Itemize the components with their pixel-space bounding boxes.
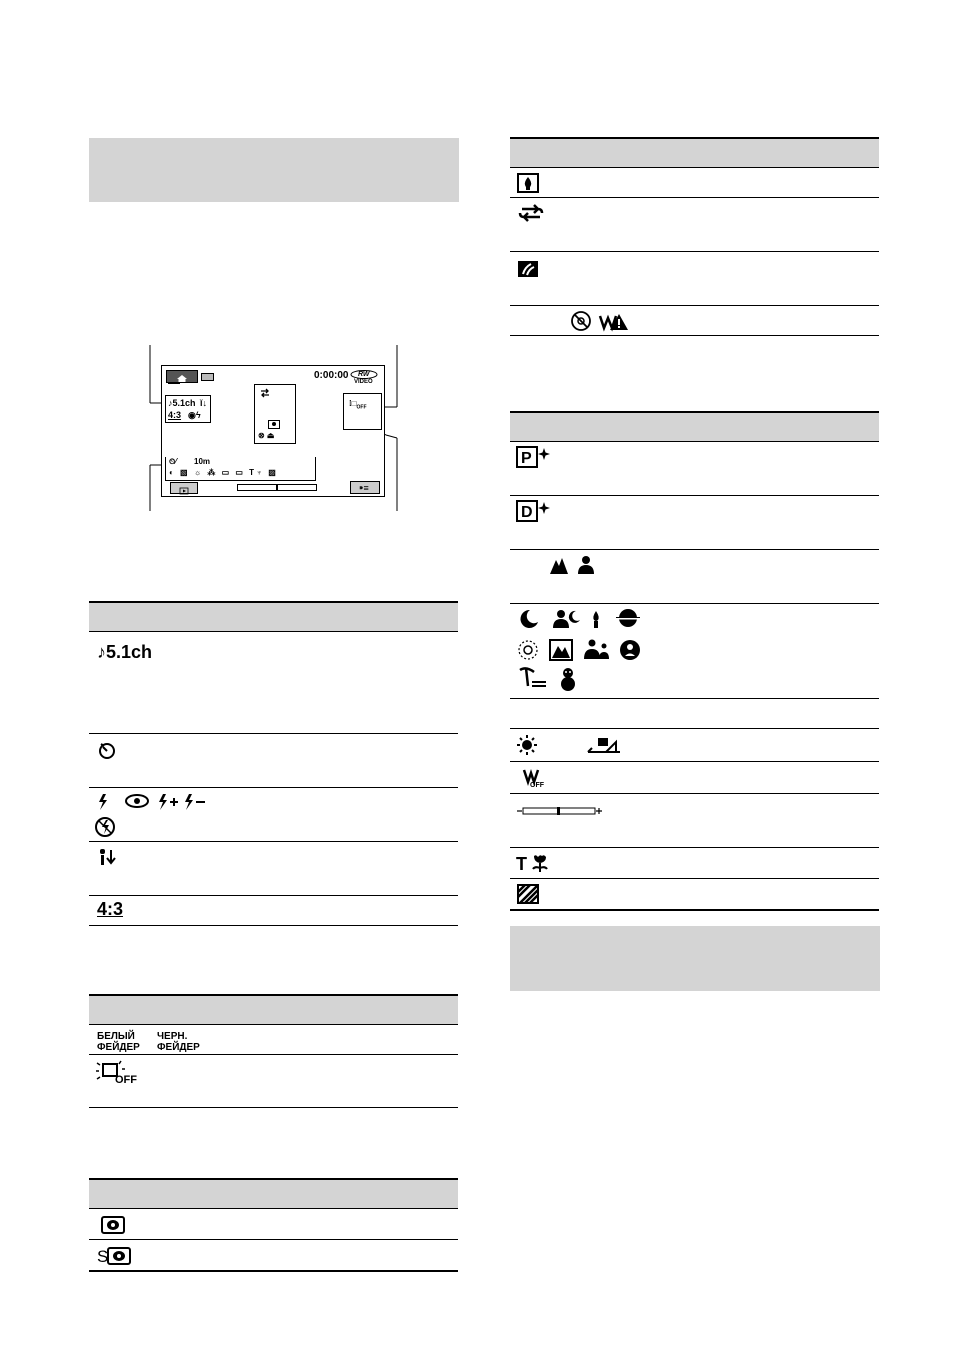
timer-mini-icon: ⏲⁄ bbox=[169, 457, 177, 466]
table-row bbox=[89, 1055, 458, 1108]
table-row bbox=[510, 442, 879, 496]
spot-meter-icon bbox=[101, 1214, 125, 1234]
table-row bbox=[510, 879, 879, 911]
table-row bbox=[89, 1240, 458, 1272]
picture-effect-icon bbox=[516, 446, 552, 468]
table-row bbox=[510, 252, 879, 306]
bottom-indicator-strip: ⏲⁄ 10m ◐ ▧ ☼ ⁂ ▭ ▭ T♆ ▨ bbox=[165, 457, 316, 481]
table-row bbox=[510, 848, 879, 879]
right-table-2 bbox=[510, 411, 879, 699]
white-balance-icons bbox=[516, 734, 626, 756]
right-table-3 bbox=[510, 728, 879, 911]
spot-focus-icon bbox=[97, 1245, 133, 1265]
left-section-header bbox=[89, 138, 459, 202]
lcd-time: 0:00:00 bbox=[314, 370, 349, 381]
left-table-3 bbox=[89, 1178, 458, 1272]
table-row bbox=[89, 1025, 458, 1055]
table-row bbox=[510, 550, 879, 604]
aspect-ratio-icon: 4:3 bbox=[97, 899, 124, 919]
spot-meter-mini-icon bbox=[268, 420, 280, 429]
fader-off-icon bbox=[95, 1059, 137, 1083]
tele-macro-icon bbox=[516, 852, 552, 874]
flash-icons bbox=[95, 792, 215, 838]
repeat-mini-icon bbox=[258, 388, 272, 398]
svg-text:OFF: OFF bbox=[530, 782, 544, 788]
zoom-bar bbox=[237, 484, 317, 491]
lcd-screen bbox=[161, 365, 385, 497]
right-section-header bbox=[510, 926, 880, 991]
audio-indicator-box: ♪5.1ch 4:3 ◉ϟ ǐ↓ bbox=[165, 395, 211, 423]
scene-selection-icons bbox=[516, 608, 656, 694]
media-badge: RW VIDEO bbox=[350, 370, 378, 385]
mic-mini-icon: ǐ↓ bbox=[200, 398, 208, 408]
eye-flash-mini-icon: ◉ϟ bbox=[188, 410, 201, 420]
disc-eject-mini-icon: ⊗ ⏏ bbox=[258, 431, 275, 440]
table-row bbox=[510, 306, 879, 336]
warning-icons bbox=[570, 310, 640, 332]
table-row bbox=[510, 604, 879, 699]
table-row bbox=[510, 794, 879, 848]
black-fader-label: ЧЕРН. ФЕЙДЕР bbox=[157, 1031, 200, 1053]
table-row bbox=[510, 198, 879, 252]
lcd-underline bbox=[168, 383, 180, 384]
left-table-2 bbox=[89, 994, 458, 1108]
play-icon bbox=[171, 486, 197, 496]
landscape-portrait-icons bbox=[548, 554, 598, 576]
svg-text:D: D bbox=[521, 504, 533, 521]
zebra-icon bbox=[517, 883, 539, 904]
table-row bbox=[510, 728, 879, 762]
home-button[interactable] bbox=[166, 370, 198, 383]
table-row bbox=[510, 168, 879, 198]
table-row bbox=[510, 496, 879, 550]
svg-text:S: S bbox=[97, 1246, 109, 1265]
digital-effect-icon bbox=[516, 500, 552, 522]
table-row bbox=[89, 1209, 458, 1240]
svg-text:P: P bbox=[521, 450, 532, 467]
table-row bbox=[89, 842, 458, 896]
table-row bbox=[89, 788, 458, 842]
steadyshot-indicator-box bbox=[343, 393, 382, 430]
fader-off-mini-icon: $⁞□_{OFF}$ bbox=[349, 399, 367, 411]
lcd-diagram bbox=[148, 345, 400, 511]
table-row bbox=[510, 762, 879, 794]
battery-icon bbox=[201, 373, 214, 381]
playback-button[interactable] bbox=[170, 482, 198, 494]
center-indicator-box bbox=[254, 384, 296, 444]
repeat-icon bbox=[516, 202, 546, 223]
right-table-1 bbox=[510, 137, 879, 336]
steadyshot-off-icon bbox=[520, 766, 544, 788]
table-row bbox=[89, 734, 458, 788]
self-timer-icon bbox=[97, 739, 117, 760]
left-table-1 bbox=[89, 601, 458, 926]
table-row bbox=[89, 896, 458, 926]
svg-text:T: T bbox=[516, 854, 527, 874]
mic-level-icon bbox=[97, 847, 119, 868]
table-row bbox=[89, 632, 458, 734]
option-icon: ⁍≡ bbox=[359, 483, 369, 493]
audio-5-1ch-icon: ♪5.1ch bbox=[97, 642, 153, 662]
scene-icons-strip: ◐ ▧ ☼ ⁂ ▭ ▭ T♆ ▨ bbox=[169, 468, 278, 477]
exposure-bar-icon bbox=[516, 800, 606, 820]
svg-text:OFF: OFF bbox=[115, 1074, 137, 1083]
option-button[interactable] bbox=[350, 481, 380, 494]
white-fader-label: БЕЛЫЙ ФЕЙДЕР bbox=[97, 1031, 140, 1053]
remote-sensor-icon bbox=[517, 258, 539, 278]
candle-scene-icon bbox=[517, 172, 539, 193]
